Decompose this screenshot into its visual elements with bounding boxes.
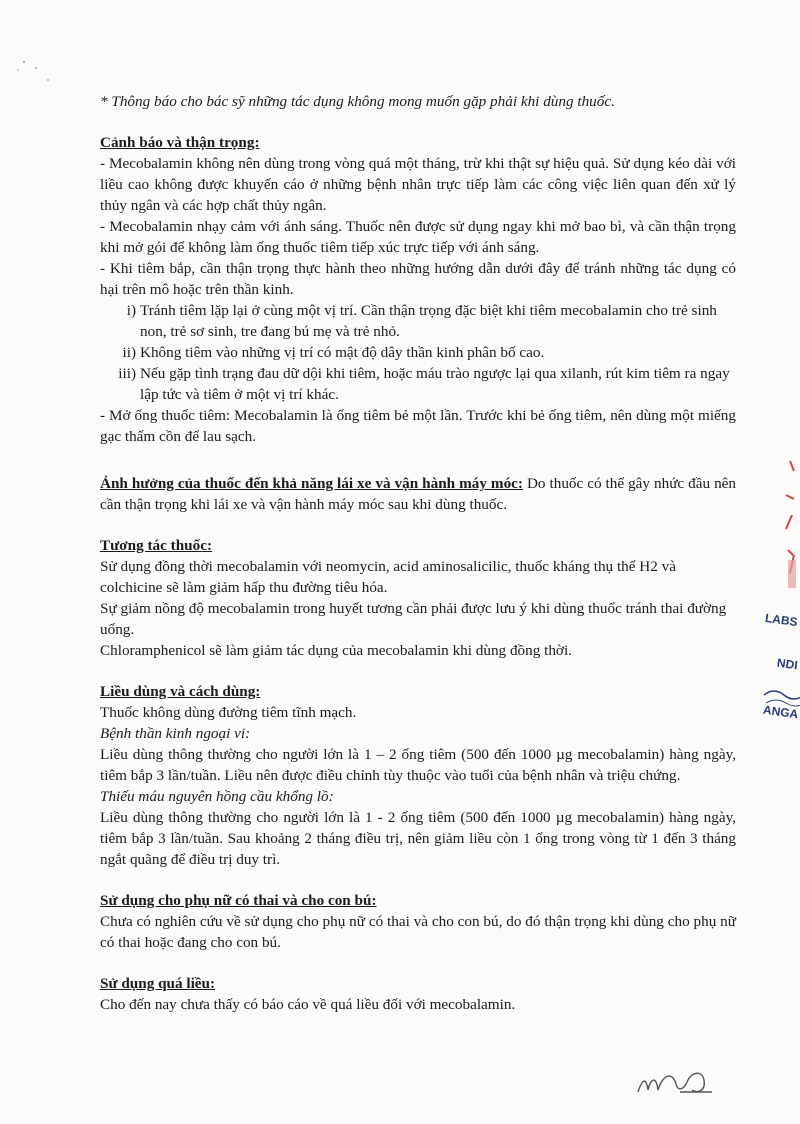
overdose-section [100,973,736,1015]
interactions-paragraph-1: Sử dụng đồng thời mecobalamin với neomycin, acid aminosalicilic, thuốc kháng thụ thể H2 và colchicine sẽ làm giảm hấp thu đường tiêu hóa. [100,558,676,596]
warnings-paragraph-2: - Mecobalamin nhạy cảm với ánh sáng. Thuốc nên được sử dụng ngay khi mở bao bì, và cần thận trọng khi mở gói để không làm ống thuốc tiêm tiếp xúc trực tiếp với ánh sáng. [100,218,736,256]
dosage-paragraph-1: Thuốc không dùng đường tiêm tĩnh mạch. [100,704,357,721]
list-item-number: iii) [118,365,136,382]
driving-heading: Ảnh hưởng của thuốc đến khả năng lái xe và vận hành máy móc: [100,475,523,492]
list-item [100,342,736,363]
handwritten-initials [632,1062,722,1102]
interactions-paragraph-2: Sự giảm nồng độ mecobalamin trong huyết tương cần phải được lưu ý khi dùng thuốc tránh thai đường uống. [100,600,727,638]
list-item-text: Không tiêm vào những vị trí có mật độ dây thần kinh phân bố cao. [140,344,545,361]
list-item [100,300,736,342]
pregnancy-section [100,890,736,953]
warnings-heading: Cảnh báo và thận trọng: [100,134,260,151]
interactions-paragraph-3: Chloramphenicol sẽ làm giảm tác dụng của mecobalamin khi dùng đồng thời. [100,642,572,659]
list-item-number: ii) [122,344,136,361]
stamp-text-1: LABS [764,610,799,630]
dosage-paragraph-2: Liều dùng thông thường cho người lớn là 1 – 2 ống tiêm (500 đến 1000 µg mecobalamin) hàng ngày, tiêm bắp 3 lần/tuần. Liều nên được điều chỉnh tùy thuộc vào tuổi của bệnh nhân và triệu chứng. [100,746,736,784]
injection-guidelines-list [100,300,736,405]
dosage-paragraph-3: Liều dùng thông thường cho người lớn là 1 - 2 ống tiêm (500 đến 1000 µg mecobalamin) hàng ngày, tiêm bắp 3 lần/tuần. Sau khoảng 2 tháng điều trị, nên giảm liều còn 1 ống trong vòng từ 1 đến 3 tháng ngắt quãng để điều trị duy trì. [100,809,736,868]
dosage-subheading-neuropathy: Bệnh thần kinh ngoại vi: [100,725,251,742]
list-item-text: Nếu gặp tình trạng đau dữ dội khi tiêm, hoặc máu trào ngược lại qua xilanh, rút kim tiêm ra ngay lập tức và tiêm ở một vị trí khác. [140,365,730,403]
dosage-section [100,681,736,870]
list-item-number: i) [126,302,136,319]
warnings-paragraph-3: - Khi tiêm bắp, cần thận trọng thực hành theo những hướng dẫn dưới đây để tránh những tác dụng có hại trên mô hoặc trên thần kinh. [100,260,736,298]
warnings-paragraph-1: - Mecobalamin không nên dùng trong vòng quá một tháng, trừ khi thật sự hiệu quả. Sử dụng kéo dài với liều cao không được khuyến cáo ở những bệnh nhân trực tiếp làm các công việc liên quan đến xử lý thủy ngân và các hợp chất thủy ngân. [100,155,736,214]
driving-text: Do thuốc có thể gây nhức đầu nên cần thận trọng khi lái xe và vận hành máy móc sau khi dùng thuốc. [100,475,736,513]
interactions-heading: Tương tác thuốc: [100,537,213,554]
dosage-heading: Liều dùng và cách dùng: [100,683,261,700]
list-item [100,363,736,405]
overdose-heading: Sử dụng quá liều: [100,975,216,992]
side-effects-note: * Thông báo cho bác sỹ những tác dụng không mong muốn gặp phải khi dùng thuốc. [100,93,615,110]
interactions-section [100,535,736,661]
stamp-text-3: ANGA [761,702,799,722]
stamp-text-2: NDI [776,655,799,673]
list-item-text: Tránh tiêm lặp lại ở cùng một vị trí. Cần thận trọng đặc biệt khi tiêm mecobalamin cho trẻ sinh non, trẻ sơ sinh, tre đang bú mẹ và trẻ nhỏ. [140,302,717,340]
stamp-fragment [750,455,800,755]
warnings-section [100,132,736,447]
document-body [100,91,736,1015]
warnings-paragraph-4: - Mở ống thuốc tiêm: Mecobalamin là ống tiêm bẻ một lần. Trước khi bẻ ống tiêm, nên dùng một miếng gạc thấm cồn để lau sạch. [100,407,736,445]
pregnancy-heading: Sử dụng cho phụ nữ có thai và cho con bú: [100,892,377,909]
driving-section [100,473,736,515]
dosage-subheading-anemia: Thiếu máu nguyên hồng cầu khổng lồ: [100,788,334,805]
overdose-text: Cho đến nay chưa thấy có báo cáo về quá liều đối với mecobalamin. [100,996,516,1013]
pregnancy-text: Chưa có nghiên cứu về sử dụng cho phụ nữ có thai và cho con bú, do đó thận trọng khi dùng cho phụ nữ có thai hoặc đang cho con bú. [100,913,736,951]
scan-specks [10,40,60,100]
